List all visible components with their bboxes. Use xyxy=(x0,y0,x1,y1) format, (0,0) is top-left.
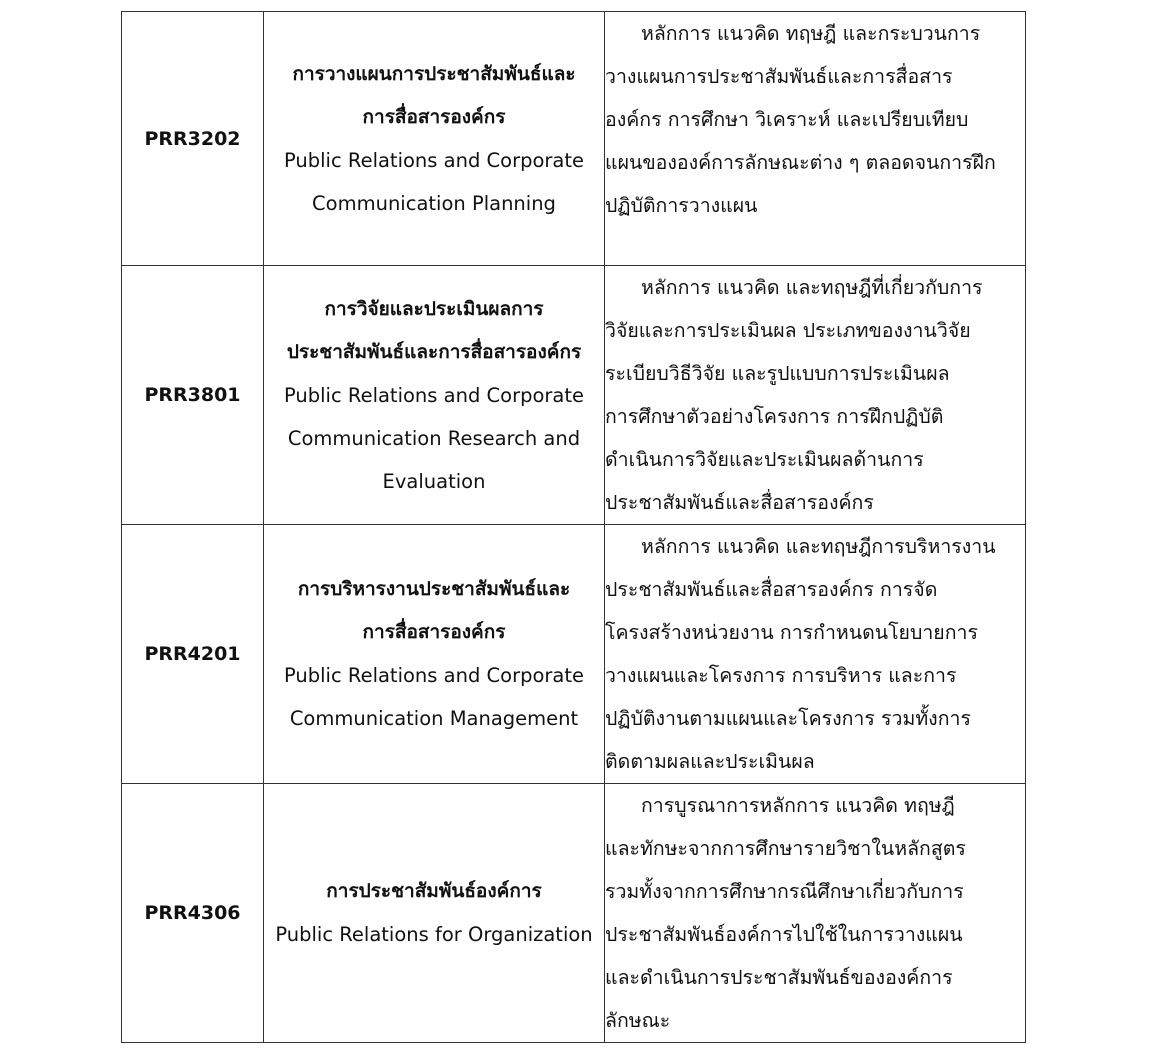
course-name-english: Evaluation xyxy=(382,469,486,493)
course-name-english: Communication Management xyxy=(289,707,579,730)
description-line: หลักการ แนวคิด และทฤษฎีที่เกี่ยวกับการ xyxy=(641,276,983,299)
description-line: ประชาสัมพันธ์องค์การไปใช้ในการวางแผน xyxy=(605,923,963,946)
course-code: PRR3202 xyxy=(122,12,264,266)
course-name-english: Communication Planning xyxy=(312,191,556,215)
description-line: ลักษณะ xyxy=(605,1009,671,1032)
course-name-english: Public Relations and Corporate xyxy=(283,383,585,407)
course-description xyxy=(605,266,1026,525)
description-line: และทักษะจากการศึกษารายวิชาในหลักสูตร xyxy=(605,837,966,860)
description-line: แผนขององค์การลักษณะต่าง ๆ ตลอดจนการฝึก xyxy=(605,151,996,174)
description-line: หลักการ แนวคิด ทฤษฎี และกระบวนการ xyxy=(641,22,981,45)
course-table xyxy=(121,11,1026,1043)
description-line: วางแผนและโครงการ การบริหาร และการ xyxy=(605,664,957,687)
course-name-thai: การสื่อสารองค์กร xyxy=(362,105,506,128)
description-line: การบูรณาการหลักการ แนวคิด ทฤษฎี xyxy=(641,794,955,817)
table-row xyxy=(122,12,1026,266)
description-line: วิจัยและการประเมินผล ประเภทของงานวิจัย xyxy=(605,319,971,342)
course-code: PRR3801 xyxy=(122,266,264,525)
description-line: และดำเนินการประชาสัมพันธ์ขององค์การ xyxy=(605,966,953,989)
course-code: PRR4201 xyxy=(122,525,264,784)
course-name-thai: การวิจัยและประเมินผลการ xyxy=(324,297,544,320)
description-line: ประชาสัมพันธ์และสื่อสารองค์กร การจัด xyxy=(605,578,938,601)
description-line: รวมทั้งจากการศึกษากรณีศึกษาเกี่ยวกับการ xyxy=(605,880,964,903)
description-line: การศึกษาตัวอย่างโครงการ การฝึกปฏิบัติ xyxy=(605,405,944,428)
course-name-thai: การบริหารงานประชาสัมพันธ์และ xyxy=(297,578,571,600)
description-line: ปฏิบัติการวางแผน xyxy=(605,194,758,217)
course-name xyxy=(264,266,605,525)
description-line: โครงสร้างหน่วยงาน การกำหนดนโยบายการ xyxy=(605,621,978,644)
course-name-english: Public Relations for Organization xyxy=(275,923,593,946)
description-line: วางแผนการประชาสัมพันธ์และการสื่อสาร xyxy=(605,65,953,88)
table-row xyxy=(122,784,1026,1043)
course-description xyxy=(605,784,1026,1043)
course-name-thai: การสื่อสารองค์กร xyxy=(362,621,506,643)
course-name-thai: การวางแผนการประชาสัมพันธ์และ xyxy=(292,62,576,85)
course-name-english: Public Relations and Corporate xyxy=(283,148,585,172)
description-line: หลักการ แนวคิด และทฤษฎีการบริหารงาน xyxy=(641,535,996,558)
course-name-english: Public Relations and Corporate xyxy=(283,664,585,687)
description-line: องค์กร การศึกษา วิเคราะห์ และเปรียบเทียบ xyxy=(605,108,969,131)
course-name xyxy=(264,12,605,266)
course-name-thai: ประชาสัมพันธ์และการสื่อสารองค์กร xyxy=(286,340,582,363)
course-name xyxy=(264,525,605,784)
description-line: ปฏิบัติงานตามแผนและโครงการ รวมทั้งการ xyxy=(605,707,971,730)
course-name-thai: การประชาสัมพันธ์องค์การ xyxy=(326,880,542,902)
course-description xyxy=(605,525,1026,784)
course-name xyxy=(264,784,605,1043)
course-name-english: Communication Research and xyxy=(287,426,581,450)
table-row xyxy=(122,525,1026,784)
description-line: ดำเนินการวิจัยและประเมินผลด้านการ xyxy=(605,448,924,471)
course-code: PRR4306 xyxy=(122,784,264,1043)
table-row xyxy=(122,266,1026,525)
course-description xyxy=(605,12,1026,266)
description-line: ระเบียบวิธีวิจัย และรูปแบบการประเมินผล xyxy=(605,362,950,385)
description-line: ประชาสัมพันธ์และสื่อสารองค์กร xyxy=(605,491,874,514)
description-line: ติดตามผลและประเมินผล xyxy=(605,750,815,773)
